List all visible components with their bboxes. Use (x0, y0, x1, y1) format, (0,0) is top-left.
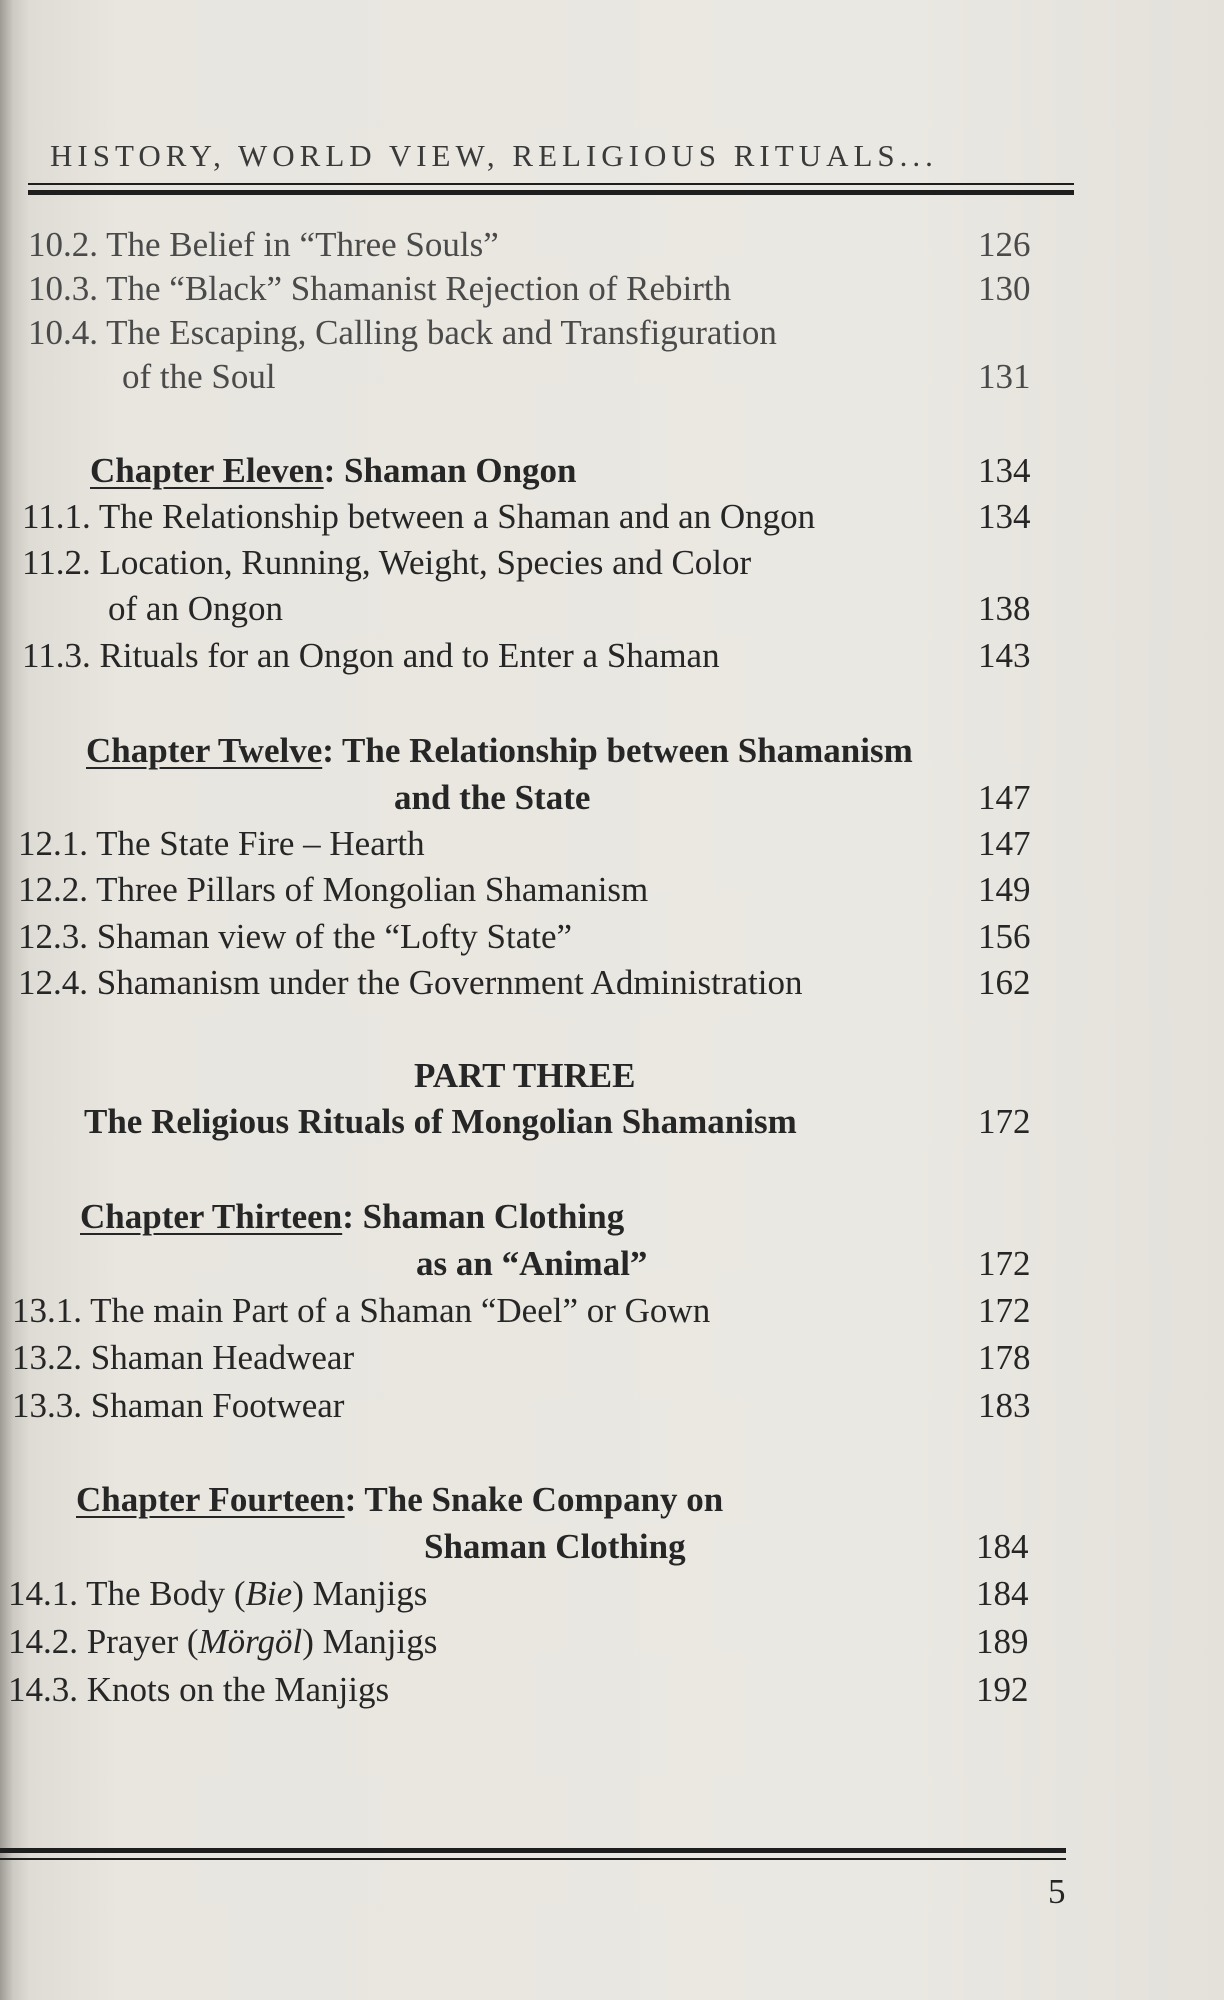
entry-title: The State Fire – Hearth (96, 824, 425, 863)
chapter-title-continuation: and the State (394, 778, 591, 817)
toc-entry-12-4[interactable] (0, 960, 1224, 1006)
chapter-title: : The Relationship between Shamanism (322, 731, 913, 770)
toc-chapter-thirteen[interactable] (0, 1194, 1224, 1240)
entry-page: 189 (976, 1622, 1029, 1661)
toc-chapter-twelve[interactable] (0, 728, 1224, 774)
toc-entry-14-1[interactable] (0, 1571, 1224, 1617)
entry-title-italic: Bie (245, 1574, 293, 1613)
entry-page: 138 (978, 589, 1031, 628)
entry-page: 131 (978, 357, 1031, 396)
entry-page: 143 (978, 636, 1031, 675)
entry-title-end: ) Manjigs (302, 1622, 438, 1661)
entry-page: 178 (978, 1338, 1031, 1377)
entry-title: Knots on the Manjigs (86, 1670, 390, 1709)
entry-title: Rituals for an Ongon and to Enter a Shaman (99, 636, 720, 675)
toc-entry-10-4[interactable] (0, 310, 1224, 356)
entry-title: The Escaping, Calling back and Transfiguration (106, 313, 777, 352)
entry-number: 12.2. (18, 870, 88, 909)
entry-page: 130 (978, 269, 1031, 308)
toc-chapter-fourteen[interactable] (0, 1477, 1224, 1523)
running-head: HISTORY, WORLD VIEW, RELIGIOUS RITUALS... (50, 138, 938, 173)
footer-rule-thin (0, 1858, 1066, 1860)
toc-entry-14-2[interactable] (0, 1619, 1224, 1665)
toc-entry-13-2[interactable] (0, 1335, 1224, 1381)
toc-chapter-fourteen-continued[interactable] (0, 1524, 1224, 1570)
toc-entry-10-4-continued[interactable] (0, 354, 1224, 400)
entry-page: 172 (978, 1291, 1031, 1330)
entry-number: 11.1. (22, 497, 91, 536)
chapter-label: Chapter Twelve (86, 731, 323, 770)
part-label: PART THREE (414, 1056, 636, 1095)
entry-number: 13.3. (12, 1386, 82, 1425)
toc-chapter-eleven[interactable] (0, 448, 1224, 494)
entry-page: 134 (978, 451, 1031, 490)
chapter-title: : The Snake Company on (344, 1480, 724, 1519)
entry-number: 11.2. (22, 543, 91, 582)
entry-title: Shamanism under the Government Administration (96, 963, 803, 1002)
entry-title-continuation: of an Ongon (108, 589, 283, 628)
toc-entry-13-1[interactable] (0, 1288, 1224, 1334)
toc-part-three-label[interactable] (0, 1053, 1224, 1099)
chapter-title-continuation: as an “Animal” (416, 1244, 648, 1283)
entry-page: 183 (978, 1386, 1031, 1425)
entry-number: 10.4. (28, 313, 98, 352)
toc-chapter-twelve-continued[interactable] (0, 775, 1224, 821)
header-rule-thick (28, 190, 1074, 195)
entry-title: Shaman Headwear (90, 1338, 355, 1377)
entry-number: 10.2. (28, 225, 98, 264)
entry-title: The “Black” Shamanist Rejection of Rebirth (106, 269, 732, 308)
toc-entry-11-2-continued[interactable] (0, 586, 1224, 632)
footer-rule-thick (0, 1848, 1066, 1853)
entry-page: 134 (978, 497, 1031, 536)
entry-number: 13.1. (12, 1291, 82, 1330)
toc-entry-11-1[interactable] (0, 494, 1224, 540)
header-rule-thin (28, 183, 1074, 185)
entry-page: 172 (978, 1102, 1031, 1141)
chapter-label: Chapter Fourteen (76, 1480, 345, 1519)
entry-title-continuation: of the Soul (122, 357, 276, 396)
entry-page: 192 (976, 1670, 1029, 1709)
entry-number: 11.3. (22, 636, 91, 675)
chapter-title: : Shaman Clothing (342, 1197, 625, 1236)
entry-number: 14.2. (8, 1622, 78, 1661)
entry-title-italic: Mörgöl (198, 1622, 303, 1661)
entry-number: 14.1. (8, 1574, 78, 1613)
toc-entry-10-2[interactable] (0, 222, 1224, 268)
entry-title: Location, Running, Weight, Species and Color (99, 543, 752, 582)
toc-entry-13-3[interactable] (0, 1383, 1224, 1429)
chapter-title: : Shaman Ongon (323, 451, 577, 490)
entry-number: 10.3. (28, 269, 98, 308)
toc-chapter-thirteen-continued[interactable] (0, 1241, 1224, 1287)
entry-title: The Relationship between a Shaman and an Ongon (98, 497, 816, 536)
entry-title: The main Part of a Shaman “Deel” or Gown (90, 1291, 711, 1330)
part-title: The Religious Rituals of Mongolian Shamanism (84, 1102, 797, 1141)
entry-title-start: Prayer ( (86, 1622, 199, 1661)
toc-entry-12-2[interactable] (0, 867, 1224, 913)
chapter-title-continuation: Shaman Clothing (424, 1527, 686, 1566)
entry-page: 184 (976, 1527, 1029, 1566)
entry-title: The Belief in “Three Souls” (106, 225, 499, 264)
page-number: 5 (1048, 1872, 1066, 1911)
entry-title: Shaman view of the “Lofty State” (96, 917, 573, 956)
entry-title-start: The Body ( (86, 1574, 246, 1613)
entry-page: 147 (978, 778, 1031, 817)
entry-page: 172 (978, 1244, 1031, 1283)
entry-page: 149 (978, 870, 1031, 909)
toc-entry-11-2[interactable] (0, 540, 1224, 586)
entry-number: 13.2. (12, 1338, 82, 1377)
entry-page: 162 (978, 963, 1031, 1002)
entry-title: Three Pillars of Mongolian Shamanism (96, 870, 649, 909)
toc-entry-11-3[interactable] (0, 633, 1224, 679)
entry-number: 14.3. (8, 1670, 78, 1709)
toc-entry-12-3[interactable] (0, 914, 1224, 960)
chapter-label: Chapter Eleven (90, 451, 324, 490)
entry-number: 12.4. (18, 963, 88, 1002)
toc-entry-10-3[interactable] (0, 266, 1224, 312)
entry-number: 12.3. (18, 917, 88, 956)
toc-entry-12-1[interactable] (0, 821, 1224, 867)
toc-entry-14-3[interactable] (0, 1667, 1224, 1713)
toc-part-three-title[interactable] (0, 1099, 1224, 1145)
entry-page: 156 (978, 917, 1031, 956)
entry-title: Shaman Footwear (90, 1386, 345, 1425)
entry-page: 147 (978, 824, 1031, 863)
entry-page: 126 (978, 225, 1031, 264)
entry-page: 184 (976, 1574, 1029, 1613)
chapter-label: Chapter Thirteen (80, 1197, 343, 1236)
entry-title-end: ) Manjigs (292, 1574, 428, 1613)
entry-number: 12.1. (18, 824, 88, 863)
